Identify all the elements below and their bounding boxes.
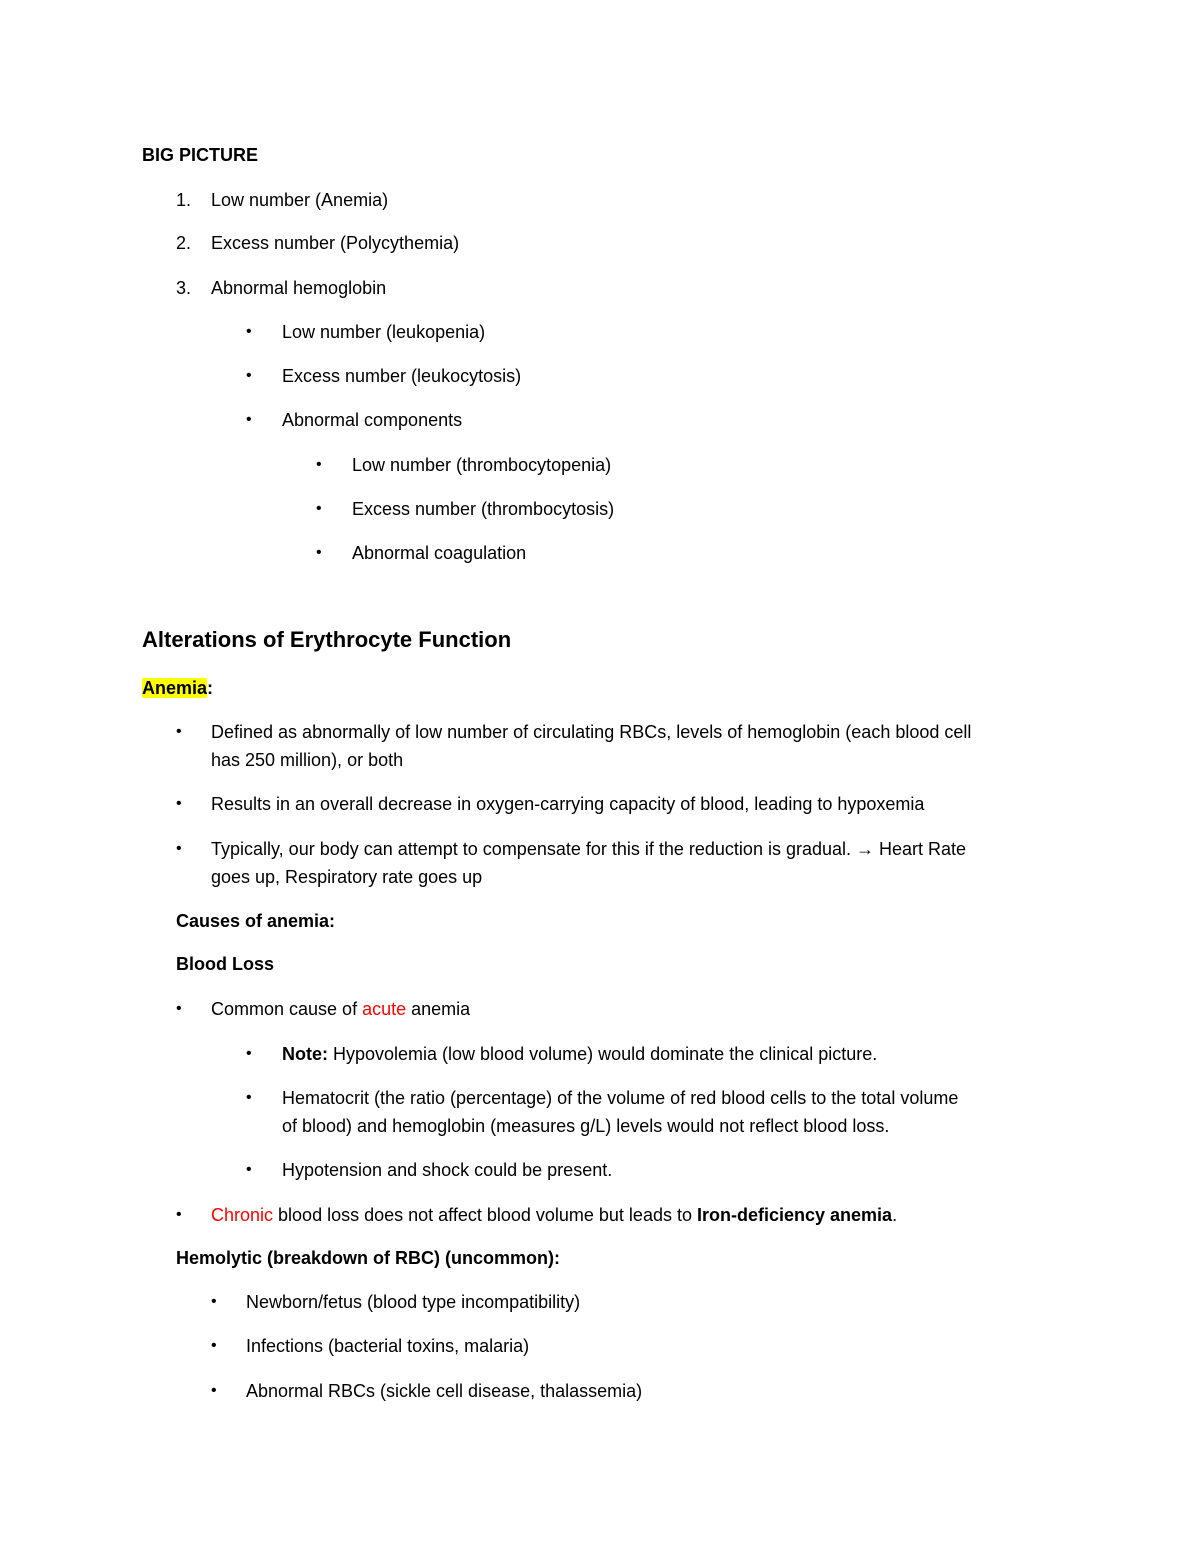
list-item <box>211 995 470 1023</box>
list-item: Hypotension and shock could be present. <box>282 1160 613 1180</box>
bullet-icon: • <box>246 1089 252 1106</box>
list-item-continuation: goes up, Respiratory rate goes up <box>211 867 483 887</box>
bullet-icon: • <box>316 500 322 517</box>
list-item-text: Common cause of <box>211 999 363 1019</box>
list-item <box>282 1040 877 1068</box>
big-picture-title: BIG PICTURE <box>142 145 259 165</box>
list-item-text: . <box>892 1205 898 1225</box>
iron-deficiency-text: Iron-deficiency anemia <box>696 1205 893 1225</box>
list-item-continuation: has 250 million), or both <box>211 750 404 770</box>
list-item <box>211 1201 897 1229</box>
section-heading: Alterations of Erythrocyte Function <box>142 627 512 652</box>
list-item: Abnormal RBCs (sickle cell disease, thalassemia) <box>246 1381 643 1401</box>
bullet-icon: • <box>211 1293 217 1310</box>
list-item: Newborn/fetus (blood type incompatibility) <box>246 1292 581 1312</box>
list-item-text: Heart Rate <box>874 839 967 859</box>
list-item: Abnormal components <box>282 410 463 430</box>
bullet-icon: • <box>316 544 322 561</box>
bullet-icon: • <box>176 1000 182 1017</box>
bullet-icon: • <box>176 723 182 740</box>
list-item: Excess number (thrombocytosis) <box>352 499 615 519</box>
list-item: Hematocrit (the ratio (percentage) of the volume of red blood cells to the total volume <box>282 1088 959 1108</box>
list-item: Low number (leukopenia) <box>282 322 486 342</box>
list-number: 1. <box>176 190 192 210</box>
list-item-text: Typically, our body can attempt to compensate for this if the reduction is gradual. <box>211 839 857 859</box>
list-item: Defined as abnormally of low number of circulating RBCs, levels of hemoglobin (each blood cell <box>211 722 972 742</box>
arrow-icon: → <box>856 839 875 859</box>
bullet-icon: • <box>176 795 182 812</box>
anemia-label: Anemia <box>142 678 208 698</box>
list-item-text: anemia <box>406 999 471 1019</box>
list-item: Infections (bacterial toxins, malaria) <box>246 1336 530 1356</box>
list-item: Excess number (Polycythemia) <box>211 233 460 253</box>
list-item-text: Hypovolemia (low blood volume) would dominate the clinical picture. <box>328 1044 878 1064</box>
bullet-icon: • <box>246 323 252 340</box>
anemia-colon: : <box>207 678 214 698</box>
bullet-icon: • <box>211 1337 217 1354</box>
list-item: Low number (Anemia) <box>211 190 389 210</box>
list-item-continuation: of blood) and hemoglobin (measures g/L) levels would not reflect blood loss. <box>282 1116 890 1136</box>
bullet-icon: • <box>246 1045 252 1062</box>
causes-heading: Causes of anemia: <box>176 911 336 931</box>
list-number: 3. <box>176 278 192 298</box>
bullet-icon: • <box>246 1161 252 1178</box>
blood-loss-heading: Blood Loss <box>176 954 274 974</box>
bullet-icon: • <box>211 1382 217 1399</box>
list-item: Low number (thrombocytopenia) <box>352 455 612 475</box>
acute-text: acute <box>362 999 407 1019</box>
list-item: Results in an overall decrease in oxygen-carrying capacity of blood, leading to hypoxemia <box>211 794 925 814</box>
list-item: Excess number (leukocytosis) <box>282 366 522 386</box>
list-item: Abnormal hemoglobin <box>211 278 387 298</box>
bullet-icon: • <box>176 840 182 857</box>
anemia-heading <box>142 674 213 702</box>
list-item: Abnormal coagulation <box>352 543 527 563</box>
bullet-icon: • <box>246 411 252 428</box>
list-item-text: blood loss does not affect blood volume but leads to <box>273 1205 697 1225</box>
list-item <box>211 835 966 863</box>
bullet-icon: • <box>176 1206 182 1223</box>
hemolytic-heading: Hemolytic (breakdown of RBC) (uncommon): <box>176 1248 561 1268</box>
chronic-text: Chronic <box>211 1205 274 1225</box>
note-label: Note: <box>282 1044 328 1064</box>
bullet-icon: • <box>246 367 252 384</box>
bullet-icon: • <box>316 456 322 473</box>
list-number: 2. <box>176 233 192 253</box>
